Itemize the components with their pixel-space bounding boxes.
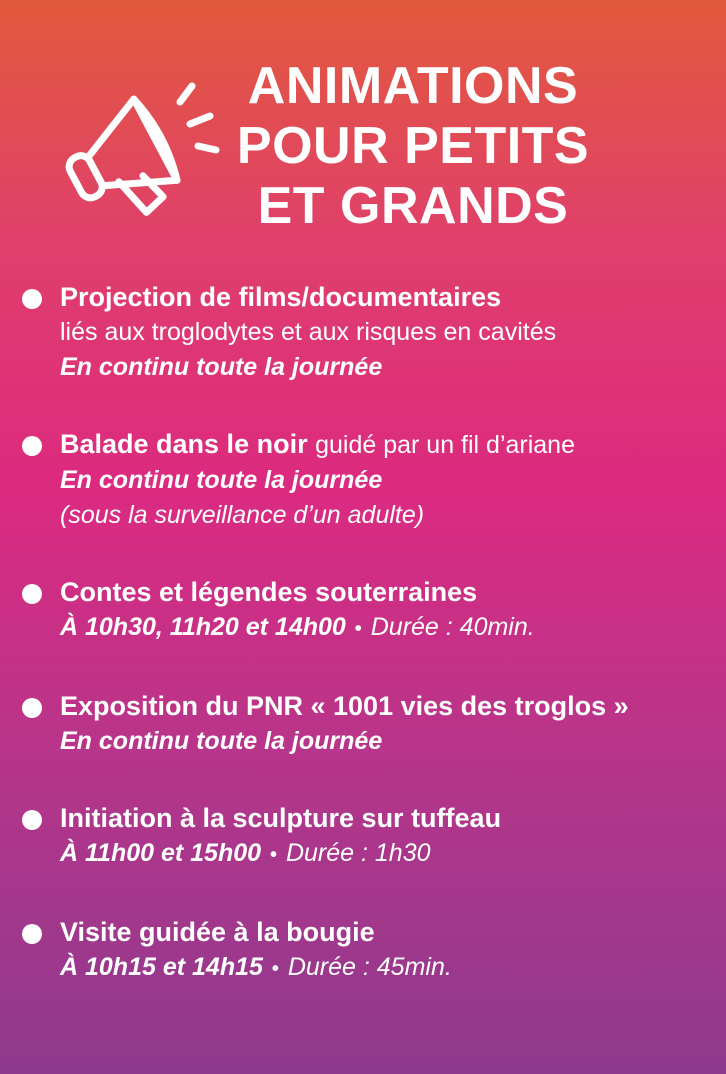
bullet-icon — [22, 810, 42, 830]
item-title: Exposition du PNR « 1001 vies des troglos » — [60, 691, 629, 721]
bullet-icon — [22, 436, 42, 456]
item-schedule: À 11h00 et 15h00 — [60, 839, 262, 867]
item-title-row — [60, 427, 722, 463]
item-description: liés aux troglodytes et aux risques en cavités — [60, 318, 557, 346]
item-title: Initiation à la sculpture sur tuffeau — [60, 803, 502, 833]
title-line-2: POUR PETITS — [236, 117, 590, 175]
separator: • — [354, 618, 362, 640]
list-item — [22, 575, 722, 647]
bullet-icon — [22, 924, 42, 944]
bullet-icon — [22, 698, 42, 718]
item-schedule: À 10h15 et 14h15 — [60, 953, 263, 981]
list-item — [22, 427, 722, 533]
item-title: Visite guidée à la bougie — [60, 917, 375, 947]
item-duration: Durée : 40min. — [370, 613, 535, 641]
list-item — [22, 915, 722, 987]
item-schedule: En continu toute la journée — [60, 466, 383, 494]
item-duration: Durée : 1h30 — [285, 839, 431, 867]
list-item — [22, 801, 722, 873]
item-schedule-row — [60, 610, 722, 647]
item-duration: Durée : 45min. — [287, 953, 452, 981]
item-title: Contes et légendes souterraines — [60, 577, 478, 607]
bullet-icon — [22, 584, 42, 604]
title-line-3: ET GRANDS — [257, 177, 569, 235]
title-line-1: ANIMATIONS — [247, 57, 579, 115]
item-schedule-row — [60, 836, 722, 873]
list-item — [22, 280, 722, 385]
item-title-suffix: guidé par un fil d’ariane — [315, 431, 575, 459]
list-item — [22, 689, 722, 759]
item-schedule: En continu toute la journée — [60, 353, 383, 381]
item-title: Balade dans le noir — [60, 429, 308, 459]
item-schedule: En continu toute la journée — [60, 727, 383, 755]
item-schedule-row — [60, 950, 722, 987]
separator: • — [270, 844, 278, 866]
activities-list — [22, 280, 722, 987]
megaphone-icon — [58, 72, 228, 232]
header — [0, 50, 726, 240]
bullet-icon — [22, 289, 42, 309]
item-note: (sous la surveillance d’un adulte) — [60, 501, 425, 529]
page-title — [218, 56, 608, 236]
item-schedule: À 10h30, 11h20 et 14h00 — [60, 613, 346, 641]
item-title: Projection de films/documentaires — [60, 282, 502, 312]
separator: • — [271, 958, 279, 980]
